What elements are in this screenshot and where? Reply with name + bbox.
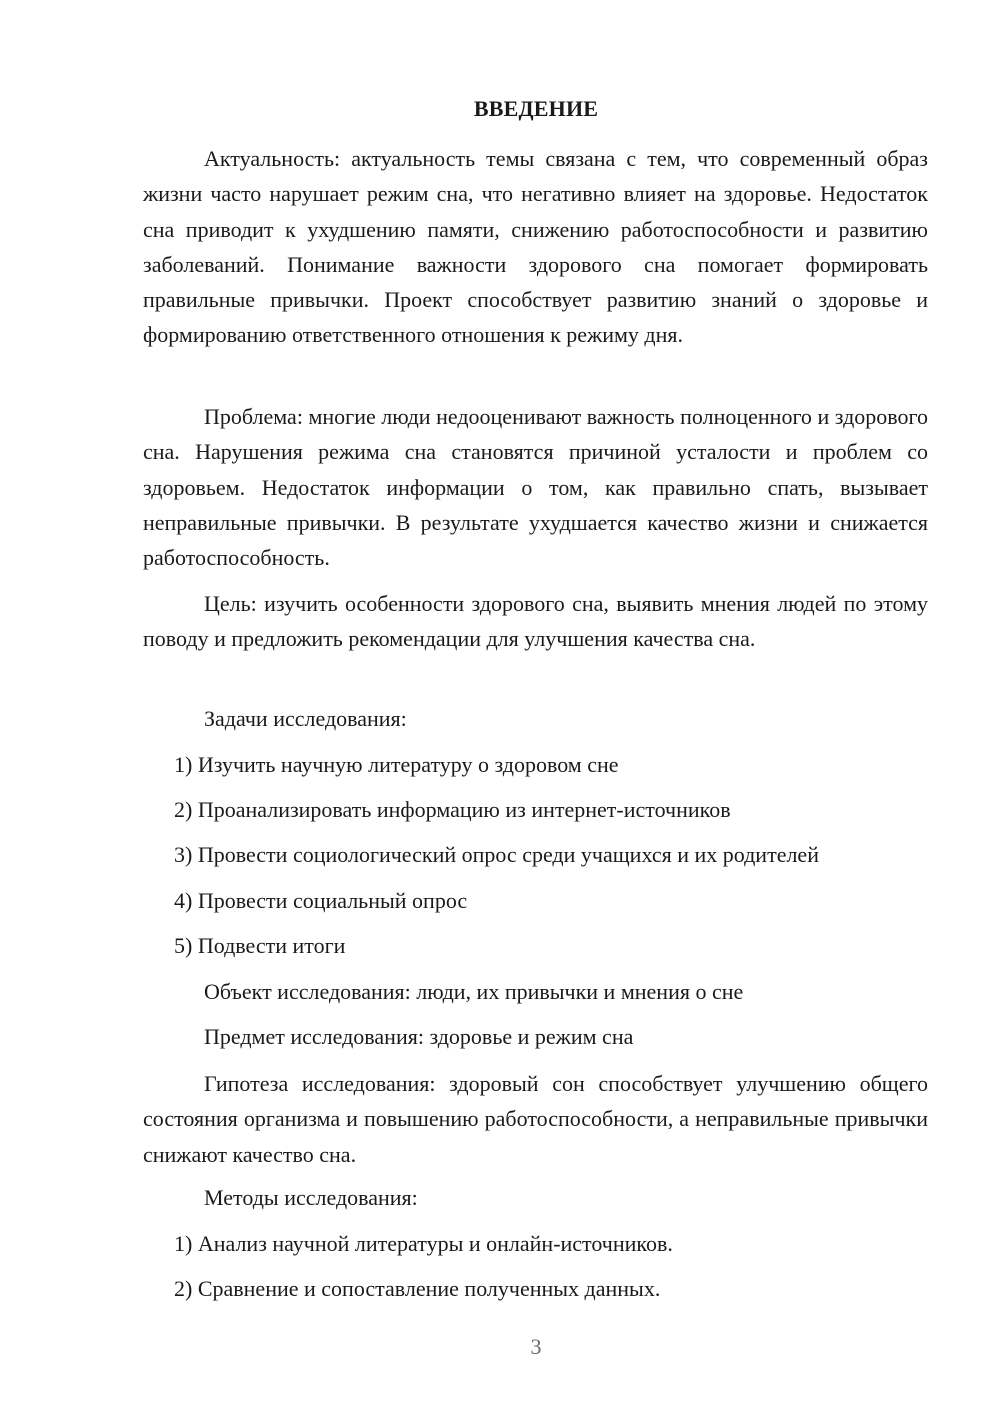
method-item: 1) Анализ научной литературы и онлайн-источников. <box>174 1231 673 1256</box>
task-item: 3) Провести социологический опрос среди учащихся и их родителей <box>174 842 819 867</box>
problem-paragraph: Проблема: многие люди недооценивают важность полноценного и здорового сна. Нарушения режима сна становятся причиной усталости и проблем со здоровьем. Недостаток информации о том, как правильно спать, вызывает неправильные привычки. В результате ухудшается качество жизни и снижается работоспособность. <box>143 404 928 571</box>
task-item: 1) Изучить научную литературу о здоровом сне <box>174 752 619 777</box>
hypothesis-paragraph: Гипотеза исследования: здоровый сон способствует улучшению общего состояния организма и повышению работоспособности, а неправильные привычки снижают качество сна. <box>143 1071 928 1167</box>
page-number: 3 <box>530 1334 542 1359</box>
page-title: ВВЕДЕНИЕ <box>473 96 599 121</box>
relevance-paragraph: Актуальность: актуальность темы связана с тем, что современный образ жизни часто нарушает режим сна, что негативно влияет на здоровье. Недостаток сна приводит к ухудшению памяти, снижению работоспособности и развитию заболеваний. Понимание важности здорового сна помогает формировать правильные привычки. Проект способствует развитию знаний о здоровье и формированию ответственного отношения к режиму дня. <box>143 146 928 348</box>
methods-heading: Методы исследования: <box>204 1185 418 1210</box>
subject-line: Предмет исследования: здоровье и режим сна <box>204 1024 634 1049</box>
task-item: 4) Провести социальный опрос <box>174 888 468 913</box>
method-item: 2) Сравнение и сопоставление полученных данных. <box>174 1276 661 1301</box>
object-line: Объект исследования: люди, их привычки и мнения о сне <box>204 979 744 1004</box>
tasks-heading: Задачи исследования: <box>204 706 407 731</box>
task-item: 5) Подвести итоги <box>174 933 346 958</box>
task-item: 2) Проанализировать информацию из интернет-источников <box>174 797 731 822</box>
goal-paragraph: Цель: изучить особенности здорового сна, выявить мнения людей по этому поводу и предложить рекомендации для улучшения качества сна. <box>143 591 928 652</box>
